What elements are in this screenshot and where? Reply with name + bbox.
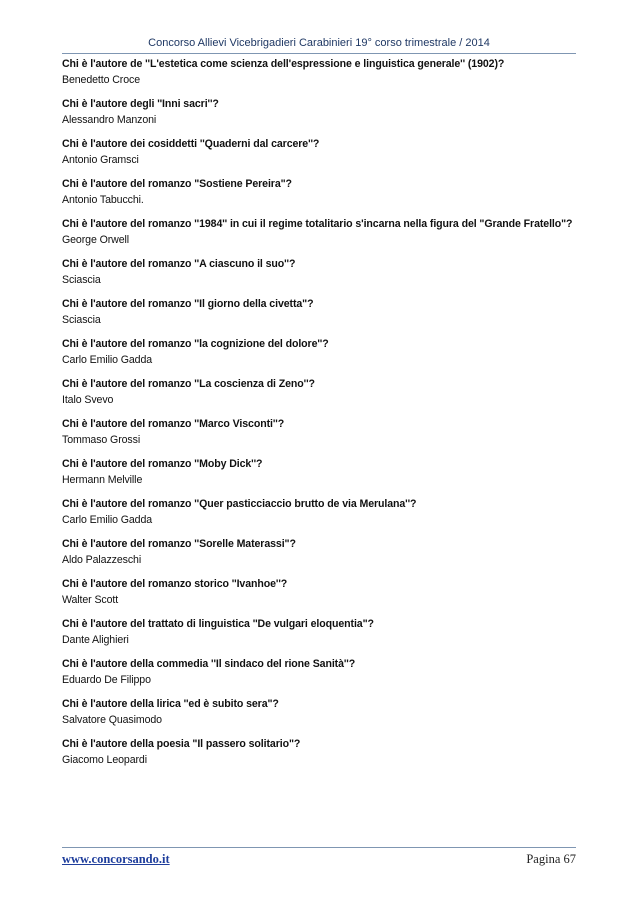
question-text: Chi è l'autore del romanzo ''Marco Visconti''? bbox=[62, 418, 285, 430]
qa-item bbox=[62, 97, 582, 137]
question-text: Chi è l'autore della poesia "Il passero solitario"? bbox=[62, 738, 301, 750]
header-divider bbox=[62, 53, 576, 54]
qa-item bbox=[62, 577, 582, 617]
qa-item bbox=[62, 337, 582, 377]
question-text: Chi è l'autore del romanzo ''Moby Dick''? bbox=[62, 458, 263, 470]
answer-text: Aldo Palazzeschi bbox=[62, 554, 142, 566]
qa-item bbox=[62, 737, 582, 777]
qa-item bbox=[62, 177, 582, 217]
answer-text: Antonio Tabucchi. bbox=[62, 194, 144, 206]
answer-text: Giacomo Leopardi bbox=[62, 754, 147, 766]
answer-text: Alessandro Manzoni bbox=[62, 114, 157, 126]
page-number: Pagina 67 bbox=[526, 852, 576, 866]
question-text: Chi è l'autore del trattato di linguistica ''De vulgari eloquentia"? bbox=[62, 618, 374, 630]
page-header: Concorso Allievi Vicebrigadieri Carabinieri 19° corso trimestrale / 2014 bbox=[148, 37, 490, 49]
qa-item bbox=[62, 537, 582, 577]
qa-item bbox=[62, 297, 582, 337]
answer-text: Carlo Emilio Gadda bbox=[62, 514, 153, 526]
qa-item bbox=[62, 697, 582, 737]
qa-item bbox=[62, 457, 582, 497]
question-text: Chi è l'autore del romanzo storico ''Ivanhoe''? bbox=[62, 578, 288, 590]
answer-text: Sciascia bbox=[62, 314, 101, 326]
qa-list bbox=[62, 57, 582, 777]
qa-item bbox=[62, 417, 582, 457]
question-text: Chi è l'autore del romanzo ''Quer pasticciaccio brutto de via Merulana''? bbox=[62, 498, 417, 510]
qa-item bbox=[62, 497, 582, 537]
answer-text: Hermann Melville bbox=[62, 474, 143, 486]
answer-text: Sciascia bbox=[62, 274, 101, 286]
question-text: Chi è l'autore del romanzo ''A ciascuno il suo''? bbox=[62, 258, 296, 270]
answer-text: Eduardo De Filippo bbox=[62, 674, 151, 686]
qa-item bbox=[62, 617, 582, 657]
question-text: Chi è l'autore del romanzo ''La coscienza di Zeno''? bbox=[62, 378, 315, 390]
question-text: Chi è l'autore della commedia ''Il sindaco del rione Sanità''? bbox=[62, 658, 356, 670]
answer-text: Walter Scott bbox=[62, 594, 119, 606]
question-text: Chi è l'autore de ''L'estetica come scienza dell'espressione e linguistica generale'' (1902)? bbox=[62, 58, 505, 70]
answer-text: Salvatore Quasimodo bbox=[62, 714, 162, 726]
question-text: Chi è l'autore del romanzo ''Il giorno della civetta"? bbox=[62, 298, 314, 310]
answer-text: George Orwell bbox=[62, 234, 129, 246]
qa-item bbox=[62, 217, 582, 257]
answer-text: Dante Alighieri bbox=[62, 634, 129, 646]
question-text: Chi è l'autore del romanzo ''Sorelle Materassi"? bbox=[62, 538, 296, 550]
answer-text: Italo Svevo bbox=[62, 394, 114, 406]
question-text: Chi è l'autore del romanzo "Sostiene Pereira"? bbox=[62, 178, 292, 190]
answer-text: Antonio Gramsci bbox=[62, 154, 139, 166]
qa-item bbox=[62, 57, 582, 97]
qa-item bbox=[62, 377, 582, 417]
answer-text: Tommaso Grossi bbox=[62, 434, 141, 446]
answer-text: Benedetto Croce bbox=[62, 74, 141, 86]
question-text: Chi è l'autore del romanzo ''la cognizione del dolore''? bbox=[62, 338, 329, 350]
question-text: Chi è l'autore della lirica ''ed è subito sera"? bbox=[62, 698, 279, 710]
question-text: Chi è l'autore dei cosiddetti ''Quaderni dal carcere''? bbox=[62, 138, 320, 150]
question-text: Chi è l'autore del romanzo ''1984'' in cui il regime totalitario s'incarna nella figura del "Grande Fratello"? bbox=[62, 218, 573, 230]
answer-text: Carlo Emilio Gadda bbox=[62, 354, 153, 366]
footer-divider bbox=[62, 847, 576, 848]
question-text: Chi è l'autore degli ''Inni sacri''? bbox=[62, 98, 219, 110]
qa-item bbox=[62, 257, 582, 297]
qa-item bbox=[62, 657, 582, 697]
qa-item bbox=[62, 137, 582, 177]
footer-site-link[interactable]: www.concorsando.it bbox=[62, 852, 170, 866]
